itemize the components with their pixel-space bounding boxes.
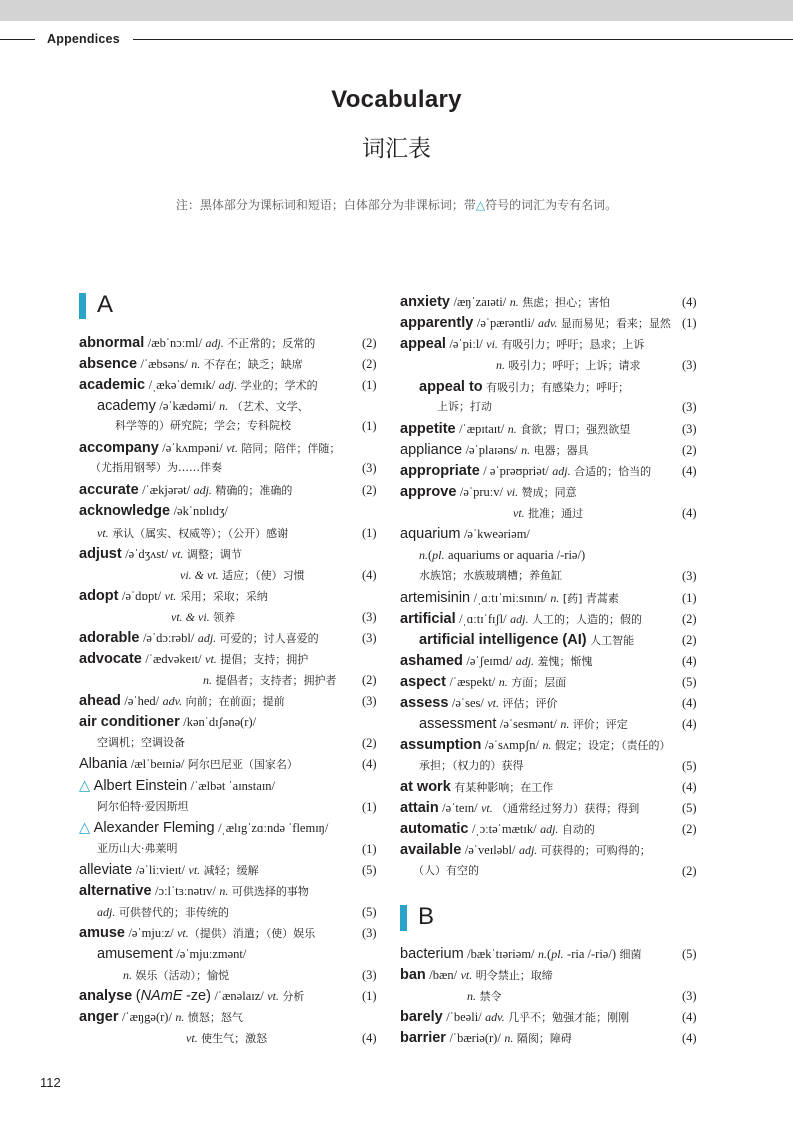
triangle-mark: △	[79, 820, 91, 836]
page-subtitle: 词汇表	[362, 136, 431, 162]
entry-attain: attain /əˈteɪn/ vt. （通常经过努力）获得；得到	[400, 800, 640, 816]
unit-label: (3)	[362, 631, 377, 645]
entry-fleming: △ Alexander Fleming /ˌælɪgˈzɑːndə ˈflemɪŋ/	[79, 820, 329, 836]
unit-label: (2)	[362, 357, 377, 371]
unit-label: (3)	[682, 422, 697, 436]
entry-einstein-cont: 阿尔伯特·爱因斯坦	[97, 800, 189, 813]
unit-label: (3)	[682, 358, 697, 372]
entry-amuse: amuse /əˈmjuːz/ vt.（提供）消遣；（使）娱乐	[79, 925, 316, 941]
unit-label: (4)	[682, 464, 697, 478]
entry-abnormal: abnormal /æbˈnɔːml/ adj. 不正常的；反常的	[79, 335, 316, 351]
unit-label: (5)	[362, 863, 377, 877]
entry-air-conditioner: air conditioner /kənˈdɪʃənə(r)/	[79, 714, 257, 730]
entry-academy-cont: 科学等的）研究院；学会；专科院校	[115, 419, 291, 432]
unit-label: (1)	[682, 591, 697, 605]
unit-label: (1)	[362, 989, 377, 1003]
entry-accurate: accurate /ˈækjərət/ adj. 精确的；准确的	[79, 482, 293, 498]
entry-artificial-intelligence: artificial intelligence (AI) 人工智能	[419, 632, 635, 648]
entry-fleming-cont: 亚历山大·弗莱明	[97, 842, 178, 855]
entry-alternative: alternative /ɔːlˈtɜːnətɪv/ n. 可供选择的事物	[79, 883, 309, 899]
unit-label: (5)	[682, 675, 697, 689]
entry-adopt-cont: vt. & vi. 领养	[171, 610, 236, 624]
unit-label: (4)	[682, 1031, 697, 1045]
entry-available: available /əˈveɪləbl/ adj. 可获得的；可购得的；	[400, 842, 651, 858]
entry-appliance: appliance /əˈplaɪəns/ n. 电器；器具	[400, 442, 589, 458]
unit-label: (4)	[682, 654, 697, 668]
unit-label: (5)	[682, 759, 697, 773]
entry-aquarium-plural: n.(pl. aquariums or aquaria /-riə/)	[419, 548, 586, 562]
entry-approve: approve /əˈpruːv/ vi. 赞成；同意	[400, 484, 577, 500]
header-rule-left	[0, 39, 35, 40]
entry-ban: ban /bæn/ vt. 明令禁止；取缔	[400, 967, 553, 983]
entry-appeal-cont: n. 吸引力；呼吁；上诉；请求	[496, 358, 641, 372]
entry-advocate-cont: n. 提倡者；支持者；拥护者	[203, 673, 337, 687]
unit-label: (3)	[362, 610, 377, 624]
unit-label: (4)	[682, 696, 697, 710]
triangle-mark: △	[475, 198, 486, 212]
entry-advocate: advocate /ˈædvəkeɪt/ vt. 提倡；支持；拥护	[79, 651, 309, 667]
entry-appetite: appetite /ˈæpɪtaɪt/ n. 食欲；胃口；强烈欲望	[400, 421, 631, 437]
unit-label: (5)	[362, 905, 377, 919]
unit-label: (1)	[362, 378, 377, 392]
entry-adorable: adorable /əˈdɔːrəbl/ adj. 可爱的；讨人喜爱的	[79, 630, 319, 646]
entry-amusement-cont: n. 娱乐（活动）；愉悦	[123, 968, 229, 982]
unit-label: (2)	[362, 336, 377, 350]
unit-label: (2)	[362, 736, 377, 750]
entry-available-cont: （人）有空的	[413, 864, 479, 877]
entry-albania: Albania /ælˈbeɪniə/ 阿尔巴尼亚（国家名）	[79, 756, 298, 772]
unit-label: (3)	[682, 400, 697, 414]
entry-analyse: analyse (NAmE -ze) /ˈænəlaɪz/ vt. 分析	[79, 988, 305, 1004]
entry-ashamed: ashamed /əˈʃeɪmd/ adj. 羞愧；惭愧	[400, 653, 593, 669]
entry-einstein: △ Albert Einstein /ˈælbət ˈaɪnstaɪn/	[79, 778, 276, 794]
entry-anxiety: anxiety /æŋˈzaɪəti/ n. 焦虑；担心；害怕	[400, 294, 611, 310]
unit-label: (1)	[362, 800, 377, 814]
entry-academic: academic /ˌækəˈdemɪk/ adj. 学业的；学术的	[79, 377, 318, 393]
unit-label: (3)	[362, 968, 377, 982]
entry-ahead: ahead /əˈhed/ adv. 向前；在前面；提前	[79, 693, 285, 709]
entry-bacterium: bacterium /bækˈtɪəriəm/ n.(pl. -ria /-riə/) 细菌	[400, 946, 642, 962]
entry-alternative-cont: adj. 可供替代的；非传统的	[97, 905, 229, 919]
entry-anger: anger /ˈæŋgə(r)/ n. 愤怒；怒气	[79, 1009, 243, 1025]
entry-barely: barely /ˈbeəli/ adv. 几乎不；勉强才能；刚刚	[400, 1009, 630, 1025]
unit-label: (3)	[362, 926, 377, 940]
entry-appeal-to: appeal to 有吸引力；有感染力；呼吁；	[419, 379, 630, 395]
top-banner	[0, 0, 793, 21]
entry-adjust-cont: vi. & vt. 适应；（使）习惯	[180, 568, 305, 582]
unit-label: (2)	[682, 633, 697, 647]
unit-label: (3)	[682, 989, 697, 1003]
entry-automatic: automatic /ˌɔːtəˈmætɪk/ adj. 自动的	[400, 821, 595, 837]
unit-label: (4)	[362, 757, 377, 771]
entry-adjust: adjust /əˈdʒʌst/ vt. 调整；调节	[79, 546, 242, 562]
entry-accompany-cont: （尤指用钢琴）为……伴奏	[90, 461, 222, 474]
entry-anger-cont: vt. 使生气；激怒	[186, 1031, 268, 1045]
entry-adopt: adopt /əˈdɒpt/ vt. 采用；采取；采纳	[79, 588, 268, 604]
entry-at-work: at work 有某种影响；在工作	[400, 779, 554, 795]
unit-label: (4)	[362, 568, 377, 582]
page-number: 112	[40, 1075, 61, 1090]
entry-acknowledge-cont: vt. 承认（属实、权威等）；（公开）感谢	[97, 526, 289, 540]
unit-label: (4)	[682, 295, 697, 309]
entry-artemisinin: artemisinin /ˌɑːtɪˈmiːsɪnɪn/ n. [药] 青蒿素	[400, 590, 619, 606]
unit-label: (2)	[682, 443, 697, 457]
entry-approve-cont: vt. 批准；通过	[513, 506, 584, 520]
unit-label: (3)	[362, 694, 377, 708]
entry-acknowledge: acknowledge /əkˈnɒlɪdʒ/	[79, 503, 228, 519]
page-title: Vocabulary	[331, 86, 462, 113]
entry-artificial: artificial /ˌɑːtɪˈfɪʃl/ adj. 人工的；人造的；假的	[400, 611, 642, 627]
unit-label: (2)	[682, 864, 697, 878]
unit-label: (3)	[682, 569, 697, 583]
unit-label: (4)	[682, 506, 697, 520]
entry-ban-cont: n. 禁令	[467, 989, 502, 1003]
entry-absence: absence /ˈæbsəns/ n. 不存在；缺乏；缺席	[79, 356, 303, 372]
unit-label: (1)	[362, 842, 377, 856]
entry-appeal-to-cont: 上诉；打动	[437, 400, 492, 413]
unit-label: (2)	[362, 483, 377, 497]
note-text: 注：黑体部分为课标词和短语；白体部分为非课标词；带△符号的词汇为专有名词。	[175, 198, 618, 212]
unit-label: (4)	[682, 780, 697, 794]
entry-assessment: assessment /əˈsesmənt/ n. 评价；评定	[419, 716, 628, 732]
entry-aspect: aspect /ˈæspekt/ n. 方面；层面	[400, 674, 567, 690]
unit-label: (5)	[682, 947, 697, 961]
header-rule-right	[133, 39, 793, 40]
unit-label: (1)	[362, 419, 377, 433]
entry-air-conditioner-cont: 空调机；空调设备	[97, 736, 185, 749]
unit-label: (1)	[682, 316, 697, 330]
entry-aquarium: aquarium /əˈkweəriəm/	[400, 526, 530, 542]
entry-assess: assess /əˈses/ vt. 评估；评价	[400, 695, 558, 711]
entry-barrier: barrier /ˈbæriə(r)/ n. 隔阂；障碍	[400, 1030, 572, 1046]
triangle-mark: △	[79, 778, 91, 794]
unit-label: (2)	[682, 612, 697, 626]
entry-assumption: assumption /əˈsʌmpʃn/ n. 假定；设定；（责任的）	[400, 737, 671, 753]
unit-label: (2)	[362, 673, 377, 687]
entry-amusement: amusement /əˈmjuːzmənt/	[97, 946, 247, 962]
unit-label: (4)	[682, 717, 697, 731]
entry-apparently: apparently /əˈpærəntli/ adv. 显而易见；看来；显然	[400, 315, 671, 331]
unit-label: (4)	[362, 1031, 377, 1045]
entry-appropriate: appropriate / əˈprəʊpriət/ adj. 合适的；恰当的	[400, 463, 652, 479]
entry-aquarium-cont: 水族馆；水族玻璃槽；养鱼缸	[419, 569, 562, 582]
unit-label: (5)	[682, 801, 697, 815]
entry-academy: academy /əˈkædəmi/ n. （艺术、文学、	[97, 398, 309, 414]
entry-appeal: appeal /əˈpiːl/ vi. 有吸引力；呼吁；恳求；上诉	[400, 336, 645, 352]
entry-alleviate: alleviate /əˈliːvieɪt/ vt. 减轻；缓解	[79, 862, 259, 878]
entry-assumption-cont: 承担；（权力的）获得	[419, 759, 524, 772]
unit-label: (4)	[682, 1010, 697, 1024]
unit-label: (2)	[682, 822, 697, 836]
unit-label: (1)	[362, 526, 377, 540]
header-section-label: Appendices	[47, 32, 120, 46]
unit-label: (3)	[362, 461, 377, 475]
entry-accompany: accompany /əˈkʌmpəni/ vt. 陪同；陪伴；伴随；	[79, 440, 341, 456]
